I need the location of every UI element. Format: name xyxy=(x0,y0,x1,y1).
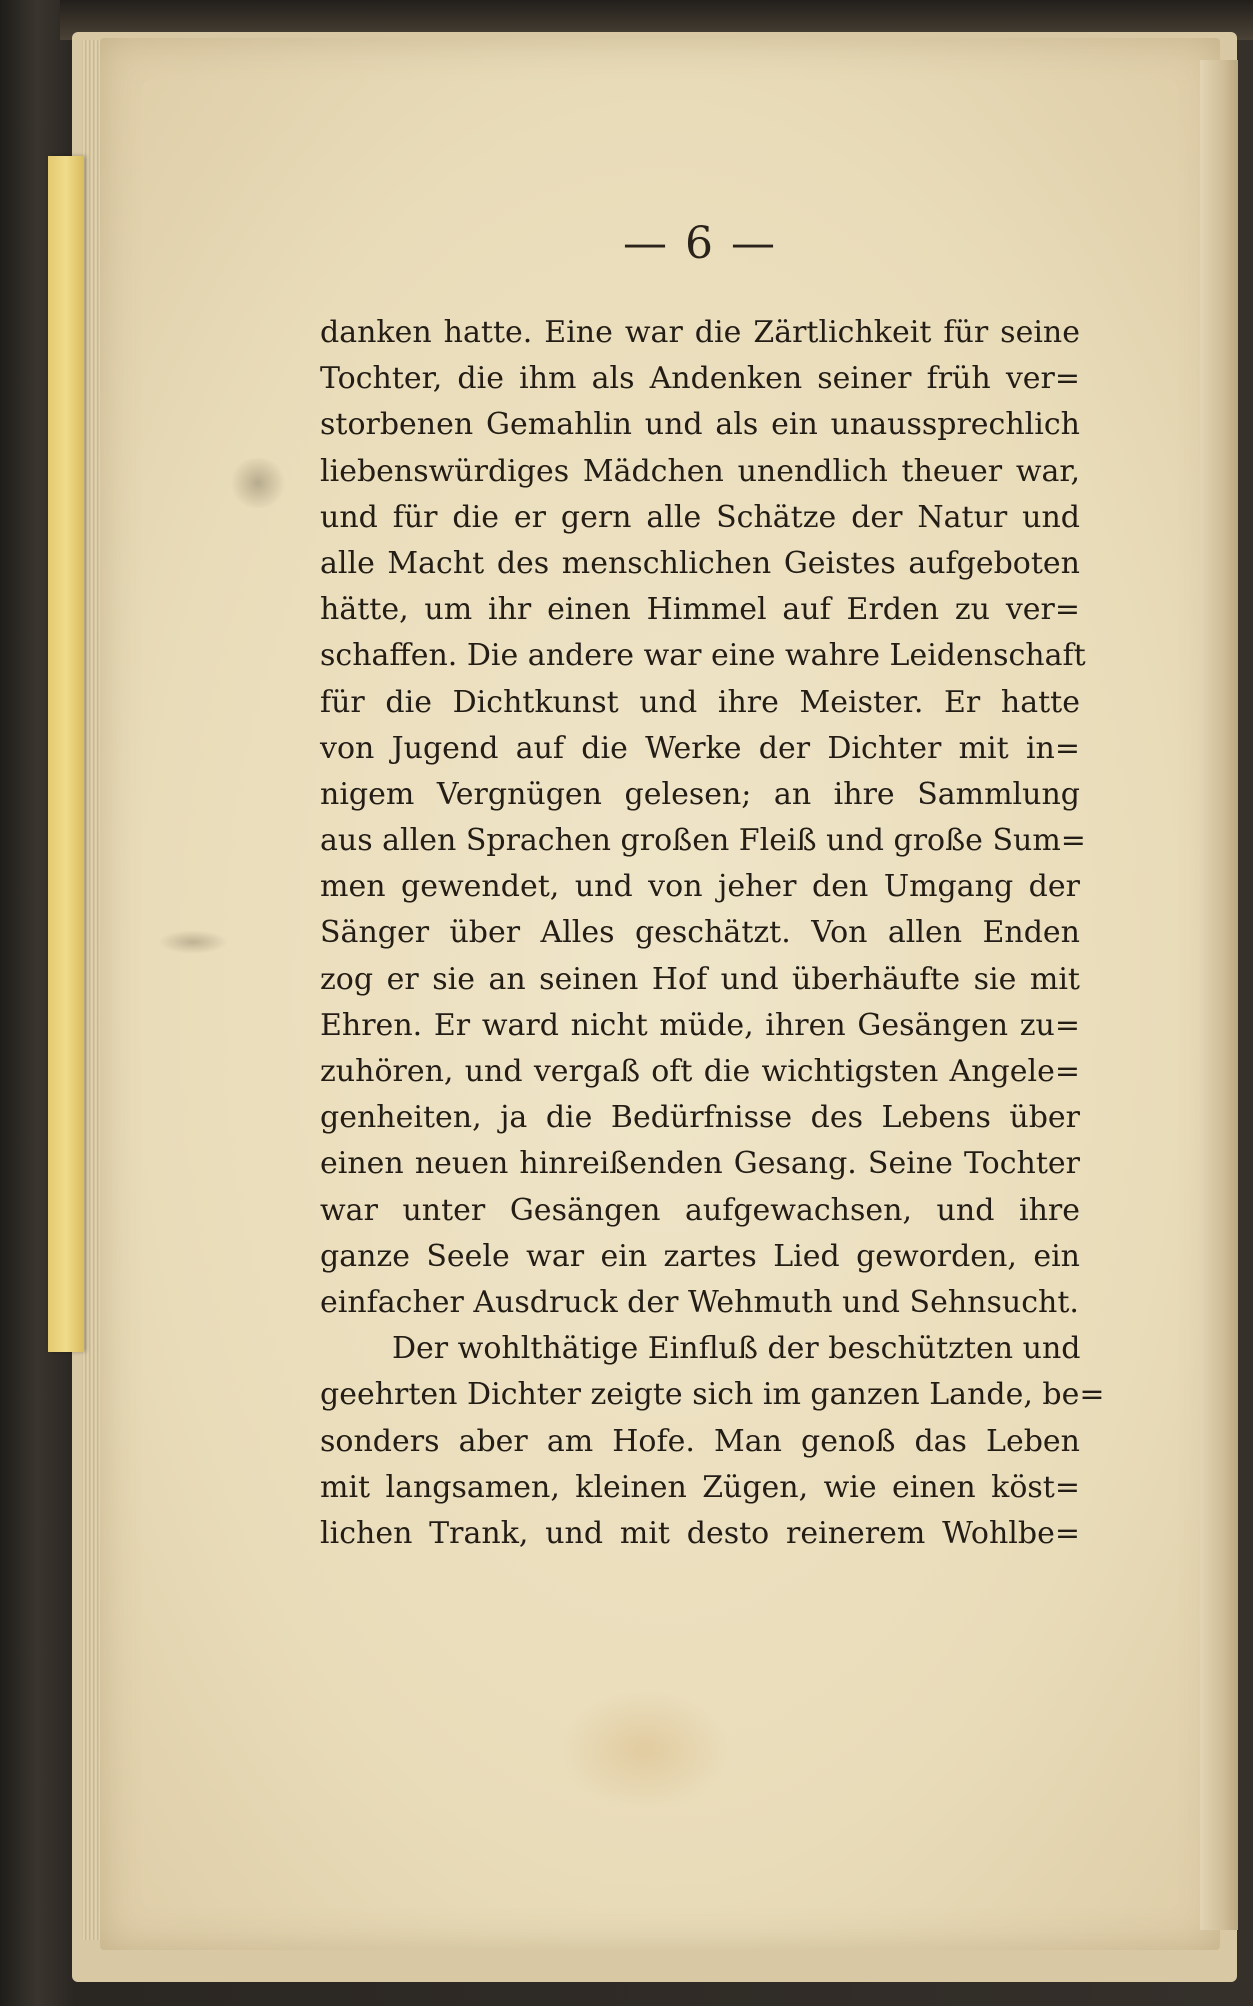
bookmark-ribbon xyxy=(48,156,84,1352)
body-text xyxy=(320,310,1105,1557)
page-number: — 6 — xyxy=(623,218,777,269)
text-line: Sänger über Alles geschätzt. Von allen Enden xyxy=(320,915,1080,951)
text-line: für die Dichtkunst und ihre Meister. Er hatte xyxy=(320,684,1080,720)
text-line: von Jugend auf die Werke der Dichter mit in= xyxy=(320,730,1080,766)
text-line: danken hatte. Eine war die Zärtlichkeit für seine xyxy=(320,315,1080,350)
text-line: zog er sie an seinen Hof und überhäufte sie mit xyxy=(320,961,1080,997)
text-line: mit langsamen, kleinen Zügen, wie einen köst= xyxy=(320,1469,1080,1505)
text-line: schaffen. Die andere war eine wahre Leidenschaft xyxy=(320,638,1086,674)
text-line: nigem Vergnügen gelesen; an ihre Sammlung xyxy=(320,776,1080,812)
text-line: hätte, um ihr einen Himmel auf Erden zu ver= xyxy=(320,592,1080,628)
text-line: aus allen Sprachen großen Fleiß und große Sum= xyxy=(320,823,1086,859)
text-line: liebenswürdiges Mädchen unendlich theuer war, xyxy=(320,453,1080,489)
page-right-edge xyxy=(1200,60,1238,1930)
text-line: Ehren. Er ward nicht müde, ihren Gesängen zu= xyxy=(320,1007,1080,1043)
text-line: Tochter, die ihm als Andenken seiner früh ver= xyxy=(320,361,1080,397)
text-line: einen neuen hinreißenden Gesang. Seine Tochter xyxy=(320,1146,1080,1182)
text-line: war unter Gesängen aufgewachsen, und ihre xyxy=(320,1192,1080,1228)
text-line: einfacher Ausdruck der Wehmuth und Sehnsucht. xyxy=(320,1284,1079,1320)
text-line: zuhören, und vergaß oft die wichtigsten Angele= xyxy=(320,1054,1080,1089)
text-line: Der wohlthätige Einfluß der beschützten und xyxy=(392,1331,1081,1367)
text-line: alle Macht des menschlichen Geistes aufgeboten xyxy=(320,545,1080,581)
text-line: sonders aber am Hofe. Man genoß das Leben xyxy=(320,1423,1080,1459)
text-line: und für die er gern alle Schätze der Natur und xyxy=(320,499,1080,535)
text-line: lichen Trank, und mit desto reinerem Wohlbe= xyxy=(320,1515,1080,1551)
text-line: geehrten Dichter zeigte sich im ganzen Lande, be= xyxy=(320,1377,1105,1413)
text-line: genheiten, ja die Bedürfnisse des Lebens über xyxy=(320,1100,1080,1136)
text-line: men gewendet, und von jeher den Umgang der xyxy=(320,869,1080,905)
text-line: storbenen Gemahlin und als ein unaussprechlich xyxy=(320,407,1080,443)
text-line: ganze Seele war ein zartes Lied geworden, ein xyxy=(320,1238,1080,1274)
